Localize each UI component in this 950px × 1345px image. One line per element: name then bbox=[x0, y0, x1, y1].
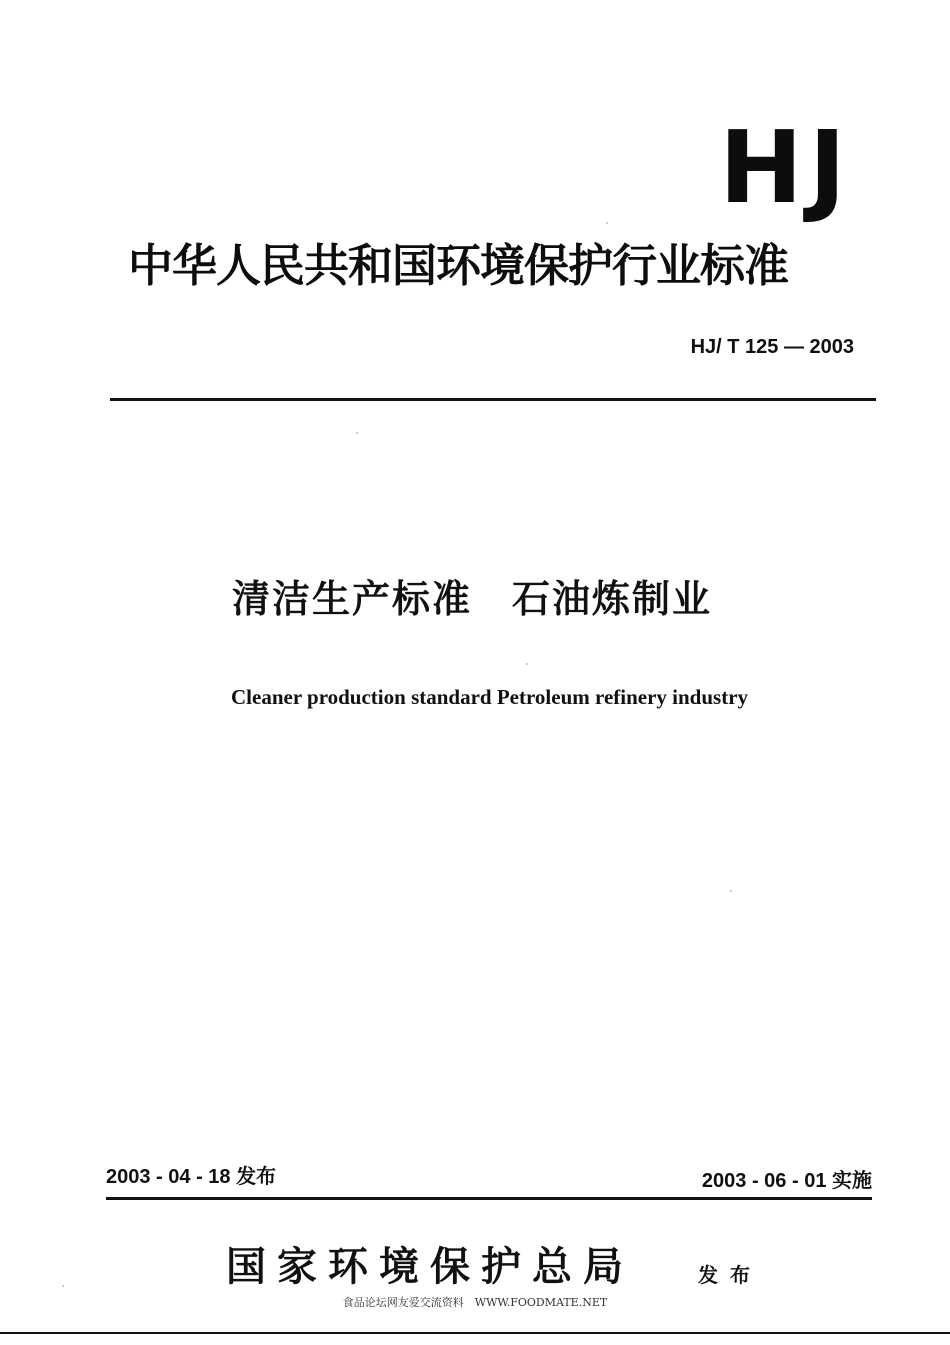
scan-speck bbox=[356, 432, 358, 434]
watermark-text: 食品论坛网友爱交流资料 WWW.FOODMATE.NET bbox=[342, 1296, 608, 1309]
document-title-english: Cleaner production standard Petroleum refinery industry bbox=[231, 685, 749, 709]
standard-number: HJ/ T 125 — 2003 bbox=[690, 336, 854, 358]
hj-logo: HJ bbox=[719, 109, 852, 226]
page-bottom-edge bbox=[0, 1332, 950, 1334]
publisher-name: 国家环境保护总局 bbox=[226, 1243, 634, 1290]
issue-date: 2003 - 04 - 18 发布 bbox=[106, 1166, 277, 1188]
scan-speck bbox=[526, 663, 528, 665]
document-title-chinese: 清洁生产标准 石油炼制业 bbox=[232, 577, 713, 621]
publisher-suffix: 发布 bbox=[698, 1263, 762, 1287]
top-divider bbox=[110, 398, 876, 401]
scan-speck bbox=[606, 222, 608, 224]
bottom-divider bbox=[106, 1197, 872, 1200]
scan-speck bbox=[62, 1285, 64, 1287]
implementation-date: 2003 - 06 - 01 实施 bbox=[701, 1170, 872, 1192]
scan-speck bbox=[730, 890, 732, 892]
standard-category-heading: 中华人民共和国环境保护行业标准 bbox=[128, 239, 789, 292]
